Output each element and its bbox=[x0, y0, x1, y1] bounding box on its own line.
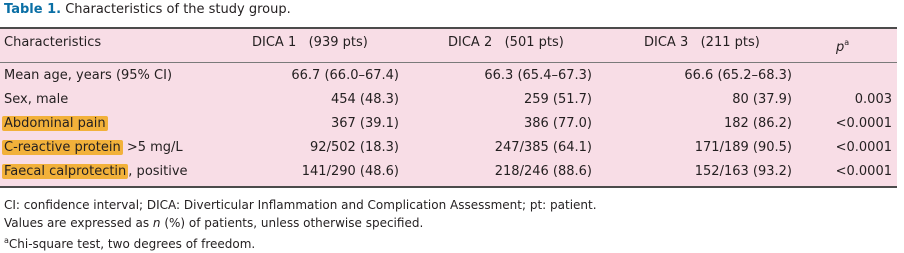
cell-dica3: 171/189 (90.5) bbox=[694, 140, 792, 155]
row-label bbox=[4, 140, 183, 155]
highlighted-text: Abdominal pain bbox=[4, 116, 106, 131]
header-dica1: DICA 1 (939 pts) bbox=[252, 35, 368, 50]
cell-dica2: 259 (51.7) bbox=[523, 92, 592, 107]
row-label: Mean age, years (95% CI) bbox=[4, 68, 173, 83]
header-characteristics: Characteristics bbox=[4, 35, 102, 50]
cell-dica2: 66.3 (65.4–67.3) bbox=[484, 68, 592, 83]
cell-dica2: 386 (77.0) bbox=[523, 116, 592, 131]
cell-dica2: 247/385 (64.1) bbox=[494, 140, 592, 155]
cell-dica1: 454 (48.3) bbox=[330, 92, 399, 107]
cell-dica3: 80 (37.9) bbox=[732, 92, 792, 107]
highlighted-text: C-reactive protein bbox=[4, 140, 121, 155]
table-row bbox=[0, 64, 897, 88]
header-p-footnote-mark: a bbox=[844, 38, 850, 47]
cell-dica2: 218/246 (88.6) bbox=[494, 164, 592, 179]
header-p-value bbox=[836, 35, 849, 55]
cell-p-value: <0.0001 bbox=[835, 116, 892, 131]
table-row bbox=[0, 88, 897, 112]
characteristics-table bbox=[0, 27, 897, 188]
table-row bbox=[0, 112, 897, 136]
row-label-suffix: , positive bbox=[128, 164, 188, 179]
cell-dica1: 367 (39.1) bbox=[330, 116, 399, 131]
table-header-row bbox=[0, 29, 897, 63]
table-caption bbox=[4, 2, 291, 17]
header-dica2: DICA 2 (501 pts) bbox=[448, 35, 564, 50]
header-dica3: DICA 3 (211 pts) bbox=[644, 35, 760, 50]
cell-dica3: 182 (86.2) bbox=[723, 116, 792, 131]
footnote-text: Chi-square test, two degrees of freedom. bbox=[8, 237, 256, 251]
cell-dica1: 66.7 (66.0–67.4) bbox=[291, 68, 399, 83]
cell-p-value: <0.0001 bbox=[835, 140, 892, 155]
footnote-mark: a bbox=[4, 236, 9, 245]
cell-dica3: 152/163 (93.2) bbox=[694, 164, 792, 179]
row-label-suffix: >5 mg/L bbox=[122, 140, 183, 155]
cell-dica1: 92/502 (18.3) bbox=[310, 140, 399, 155]
cell-dica1: 141/290 (48.6) bbox=[301, 164, 399, 179]
header-p-label: p bbox=[836, 40, 845, 55]
table-title: Characteristics of the study group. bbox=[65, 2, 291, 17]
row-label bbox=[4, 164, 188, 179]
table-footnotes bbox=[4, 196, 597, 253]
values-note-post: (%) of patients, unless otherwise specified. bbox=[160, 216, 424, 230]
values-note-n: n bbox=[152, 216, 161, 230]
values-note bbox=[4, 214, 597, 232]
cell-p-value: <0.0001 bbox=[835, 164, 892, 179]
abbreviations-note: CI: confidence interval; DICA: Diverticular Inflammation and Complication Assessment; pt: patient. bbox=[4, 198, 597, 212]
cell-dica3: 66.6 (65.2–68.3) bbox=[684, 68, 792, 83]
cell-p-value: 0.003 bbox=[854, 92, 892, 107]
row-label: Sex, male bbox=[4, 92, 69, 107]
chi-square-footnote bbox=[4, 232, 597, 253]
table-number: Table 1. bbox=[4, 2, 62, 17]
table-row bbox=[0, 160, 897, 184]
table-row bbox=[0, 136, 897, 160]
row-label bbox=[4, 116, 108, 131]
highlighted-text: Faecal calprotectin bbox=[4, 164, 127, 179]
values-note-pre: Values are expressed as bbox=[4, 216, 153, 230]
